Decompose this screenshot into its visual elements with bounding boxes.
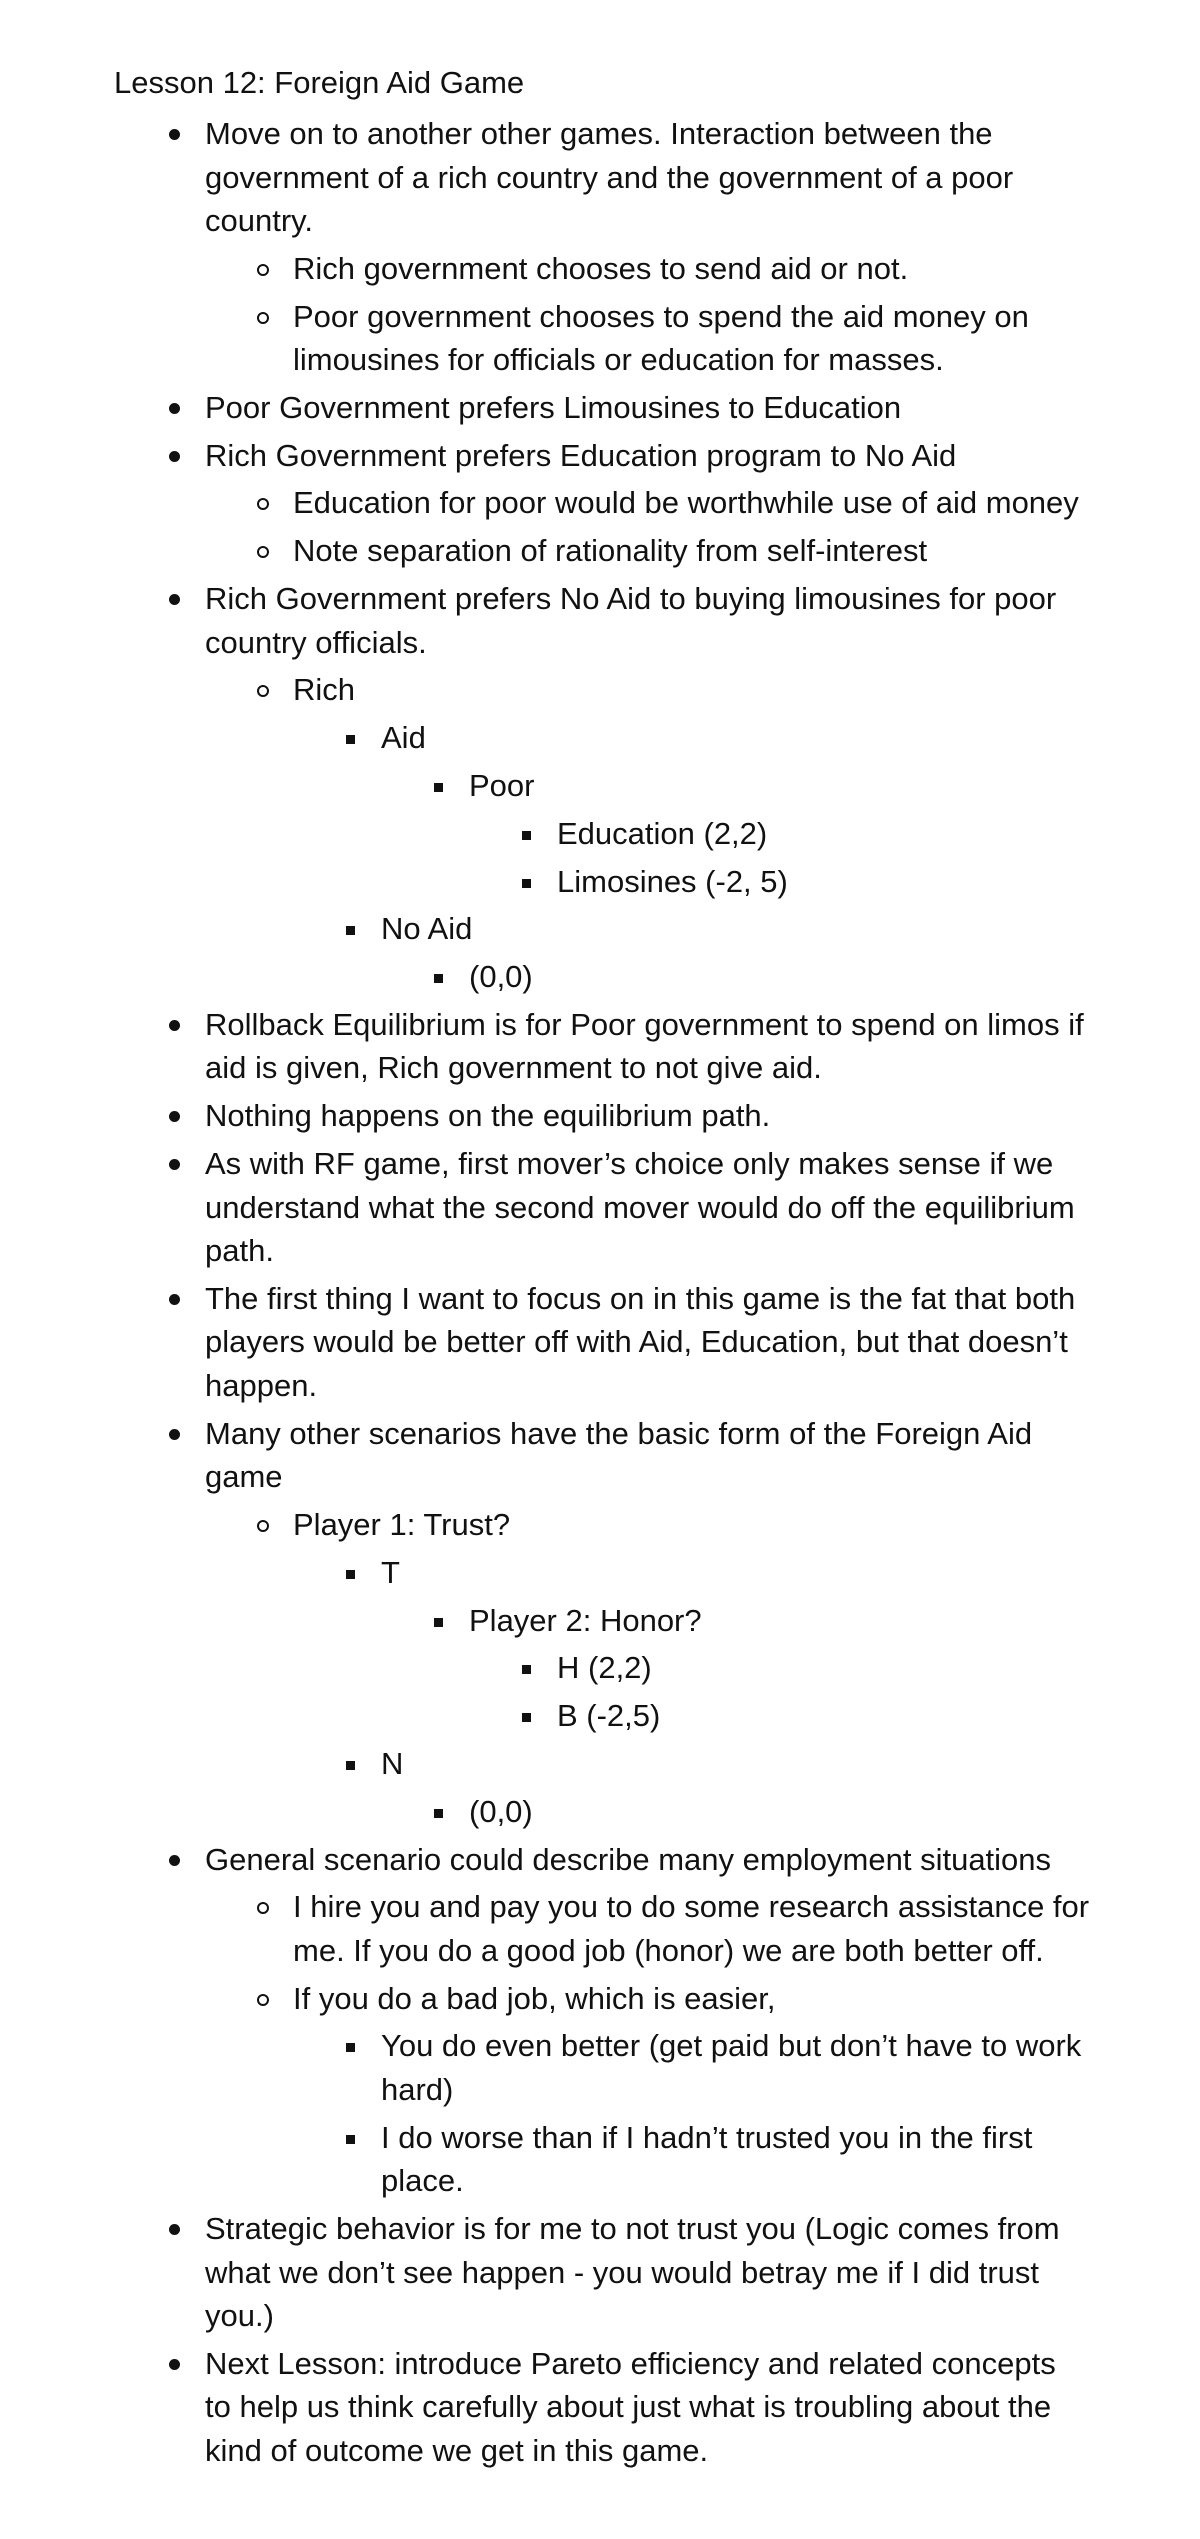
disc-bullet-icon — [169, 594, 180, 605]
list-item — [0, 479, 1200, 527]
disc-bullet-icon — [169, 2224, 180, 2235]
square-bullet-icon — [522, 1713, 531, 1722]
list-item-text: T — [381, 1554, 400, 1590]
list-item-text: Player 1: Trust? — [293, 1506, 511, 1542]
list-item-text: Player 2: Honor? — [469, 1602, 702, 1638]
square-bullet-icon — [346, 926, 355, 935]
circle-bullet-icon — [257, 1994, 269, 2006]
list-item-text: Rich — [293, 672, 356, 708]
list-item — [0, 1788, 1200, 1836]
list-item-text: Many other scenarios have the basic form of the Foreign Aid game — [205, 1415, 1033, 1495]
circle-bullet-icon — [257, 685, 269, 697]
list-item-text: Nothing happens on the equilibrium path. — [205, 1098, 771, 1134]
list-item-text: Poor Government prefers Limousines to Education — [205, 389, 902, 425]
list-item — [0, 1975, 1200, 2023]
list-item-text: Rich government chooses to send aid or not. — [293, 250, 909, 286]
disc-bullet-icon — [169, 2359, 180, 2370]
list-item — [0, 1836, 1200, 1884]
disc-bullet-icon — [169, 129, 180, 140]
list-item — [0, 1001, 1200, 1092]
list-item — [0, 245, 1200, 293]
circle-bullet-icon — [257, 312, 269, 324]
square-bullet-icon — [434, 783, 443, 792]
list-item-text: As with RF game, first mover’s choice only makes sense if we understand what the second mover would do off the equilibrium path. — [205, 1146, 1075, 1269]
list-item-text: Education for poor would be worthwhile use of aid money — [293, 485, 1079, 521]
list-item — [0, 810, 1200, 858]
square-bullet-icon — [434, 974, 443, 983]
list-item — [0, 905, 1200, 953]
list-item-text: Next Lesson: introduce Pareto efficiency and related concepts to help us think carefully about just what is troubling about the kind of outcome we get in this game. — [205, 2345, 1056, 2468]
disc-bullet-icon — [169, 1159, 180, 1170]
disc-bullet-icon — [169, 1111, 180, 1122]
square-bullet-icon — [346, 2135, 355, 2144]
square-bullet-icon — [522, 879, 531, 888]
list-item-text: Rich Government prefers No Aid to buying limousines for poor country officials. — [205, 581, 1057, 660]
list-item-text: You do even better (get paid but don’t have to work hard) — [381, 2028, 1082, 2107]
list-item — [0, 1740, 1200, 1788]
list-item-text: Education (2,2) — [557, 815, 768, 851]
list-item — [0, 2022, 1200, 2113]
list-item — [0, 1549, 1200, 1597]
circle-bullet-icon — [257, 546, 269, 558]
list-item — [0, 2114, 1200, 2205]
square-bullet-icon — [346, 2043, 355, 2052]
list-item — [0, 575, 1200, 666]
list-item — [0, 666, 1200, 714]
list-item-text: Strategic behavior is for me to not trust you (Logic comes from what we don’t see happen - you would betray me if I did trust you.) — [205, 2211, 1060, 2333]
list-item — [0, 2205, 1200, 2340]
document-title: Lesson 12: Foreign Aid Game — [114, 65, 525, 100]
disc-bullet-icon — [169, 1294, 180, 1305]
square-bullet-icon — [434, 1809, 443, 1818]
list-item-text: Limosines (-2, 5) — [557, 863, 788, 899]
list-item — [0, 1501, 1200, 1549]
disc-bullet-icon — [169, 1855, 180, 1866]
list-item — [0, 1140, 1200, 1275]
list-item-text: Poor government chooses to spend the aid money on limousines for officials or education for masses. — [293, 298, 1029, 378]
list-item — [0, 953, 1200, 1001]
disc-bullet-icon — [169, 403, 180, 414]
square-bullet-icon — [346, 1761, 355, 1770]
disc-bullet-icon — [169, 451, 180, 462]
list-item-text: Rich Government prefers Education program to No Aid — [205, 437, 957, 473]
list-item — [0, 110, 1200, 245]
list-item — [0, 1275, 1200, 1410]
square-bullet-icon — [346, 735, 355, 744]
list-item — [0, 293, 1200, 384]
circle-bullet-icon — [257, 498, 269, 510]
list-item — [0, 762, 1200, 810]
disc-bullet-icon — [169, 1020, 180, 1031]
list-item — [0, 2340, 1200, 2475]
square-bullet-icon — [434, 1618, 443, 1627]
square-bullet-icon — [522, 831, 531, 840]
list-item — [0, 432, 1200, 480]
list-item-text: Aid — [381, 720, 426, 756]
square-bullet-icon — [346, 1570, 355, 1579]
list-item — [0, 527, 1200, 575]
circle-bullet-icon — [257, 1520, 269, 1532]
list-item — [0, 1410, 1200, 1501]
disc-bullet-icon — [169, 1429, 180, 1440]
circle-bullet-icon — [257, 264, 269, 276]
list-item-text: I do worse than if I hadn’t trusted you in the first place. — [381, 2119, 1033, 2199]
list-item-text: Rollback Equilibrium is for Poor government to spend on limos if aid is given, Rich government to not give aid. — [205, 1006, 1084, 1086]
list-item — [0, 1883, 1200, 1974]
list-item-text: No Aid — [381, 911, 473, 947]
list-item-text: (0,0) — [469, 1793, 533, 1829]
list-item — [0, 384, 1200, 432]
square-bullet-icon — [522, 1665, 531, 1674]
list-item — [0, 858, 1200, 906]
list-item-text: The first thing I want to focus on in this game is the fat that both players would be better off with Aid, Education, but that doesn’t happen. — [205, 1280, 1076, 1403]
list-item-text: If you do a bad job, which is easier, — [293, 1980, 776, 2016]
list-item-text: B (-2,5) — [557, 1698, 661, 1734]
list-item-text: Poor — [469, 767, 535, 803]
list-item-text: Move on to another other games. Interaction between the government of a rich country and the government of a poor country. — [205, 116, 1014, 238]
list-item — [0, 714, 1200, 762]
list-item-text: Note separation of rationality from self-interest — [293, 533, 928, 569]
list-item-text: H (2,2) — [557, 1650, 652, 1686]
list-item — [0, 1092, 1200, 1140]
circle-bullet-icon — [257, 1902, 269, 1914]
list-item-text: I hire you and pay you to do some research assistance for me. If you do a good job (honor) we are both better off. — [293, 1889, 1090, 1968]
list-item-text: (0,0) — [469, 959, 533, 995]
outline-list — [0, 110, 1200, 2475]
list-item-text: General scenario could describe many employment situations — [205, 1841, 1052, 1877]
list-item — [0, 1692, 1200, 1740]
list-item — [0, 1644, 1200, 1692]
list-item-text: N — [381, 1745, 404, 1781]
list-item — [0, 1597, 1200, 1645]
